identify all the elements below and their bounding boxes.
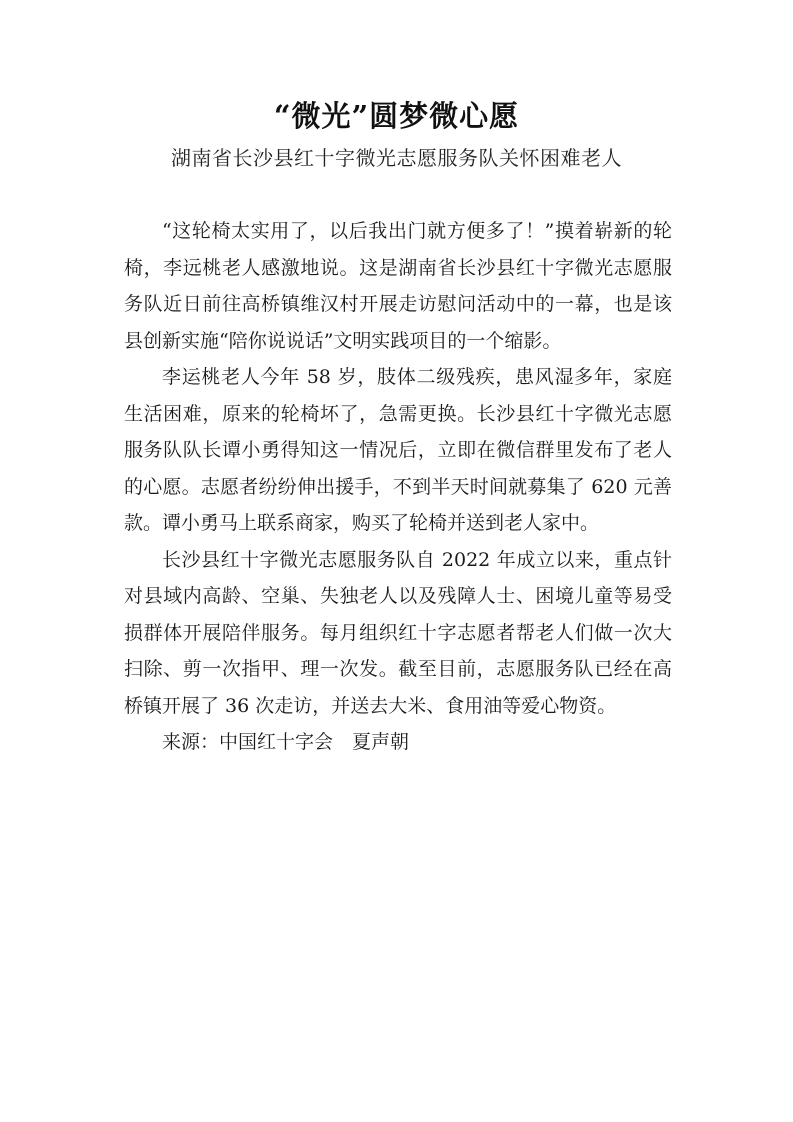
article-source: 来源：中国红十字会 夏声朝	[162, 731, 410, 753]
article-paragraph-1: “这轮椅太实用了，以后我出门就方便多了！”摸着崭新的轮椅，李远桃老人感激地说。这是湖南省长沙县红十字微光志愿服务队近日前往高桥镇维汉村开展走访慰问活动中的一幕，也是该县创新实施“陪你说说话”文明实践项目的一个缩影。	[124, 220, 672, 352]
article-paragraph-3: 长沙县红十字微光志愿服务队自 2022 年成立以来，重点针对县域内高龄、空巢、失独老人以及残障人士、困境儿童等易受损群体开展陪伴服务。每月组织红十字志愿者帮老人们做一次大扫除、剪一次指甲、理一次发。截至目前，志愿服务队已经在高桥镇开展了 36 次走访，并送去大米、食用油等爱心物资。	[124, 548, 672, 717]
article-title: “微光”圆梦微心愿	[273, 99, 520, 133]
article-body	[124, 213, 672, 761]
article-subtitle: 湖南省长沙县红十字微光志愿服务队关怀困难老人	[171, 146, 622, 170]
article-paragraph-2: 李运桃老人今年 58 岁，肢体二级残疾，患风湿多年，家庭生活困难，原来的轮椅坏了，急需更换。长沙县红十字微光志愿服务队队长谭小勇得知这一情况后，立即在微信群里发布了老人的心愿。志愿者纷纷伸出援手，不到半天时间就募集了 620 元善款。谭小勇马上联系商家，购买了轮椅并送到老人家中。	[124, 366, 672, 534]
